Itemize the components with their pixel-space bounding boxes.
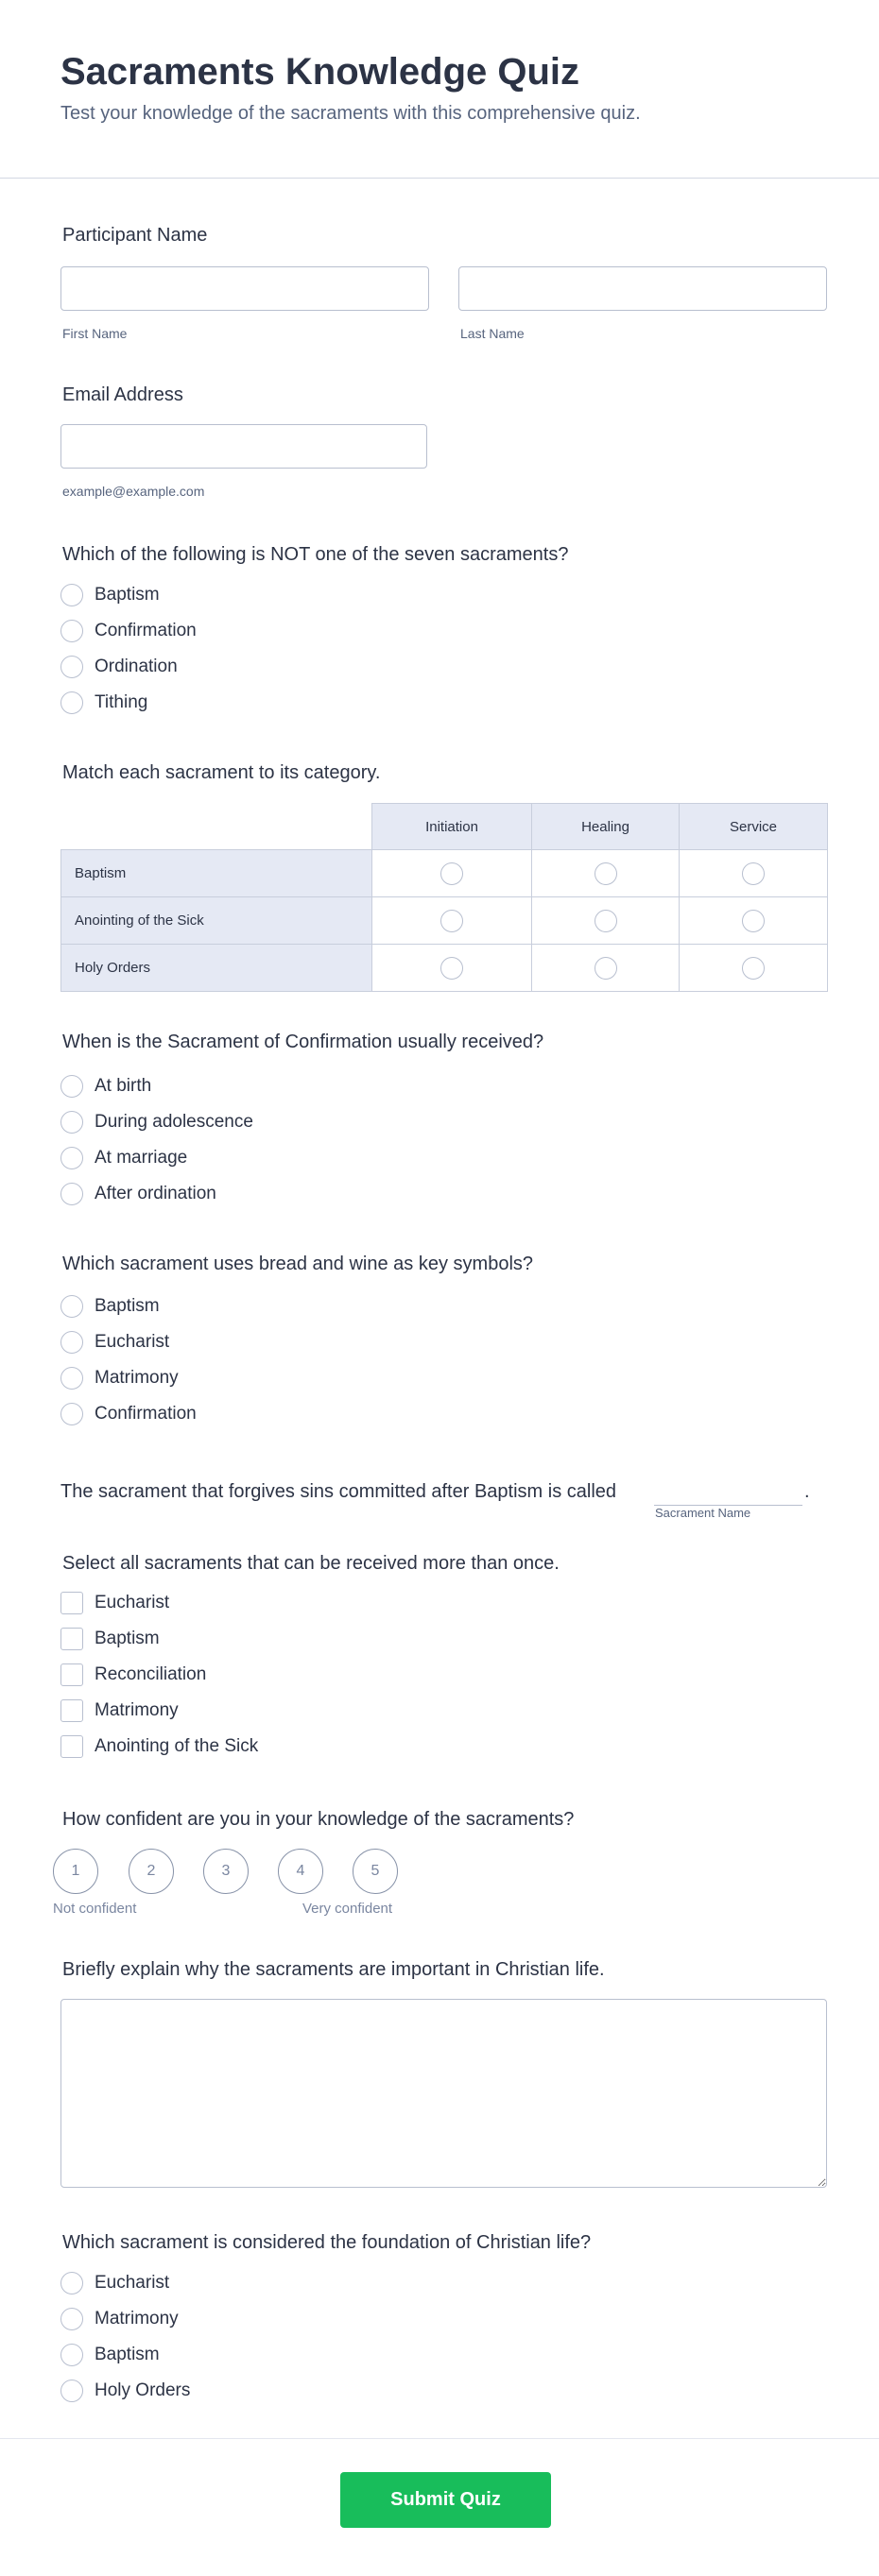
matrix-radio[interactable]: [440, 862, 463, 885]
option-label: Anointing of the Sick: [95, 1736, 259, 1756]
page-title: Sacraments Knowledge Quiz: [60, 51, 580, 93]
q6-option[interactable]: [60, 1729, 258, 1765]
submit-quiz-button[interactable]: Submit Quiz: [340, 2472, 551, 2528]
q3-option[interactable]: [60, 1140, 253, 1176]
matrix-row-label: Baptism: [61, 850, 372, 897]
option-label: Confirmation: [95, 1404, 197, 1424]
option-label: Baptism: [95, 585, 160, 605]
q1-option[interactable]: [60, 685, 197, 721]
option-label: Baptism: [95, 2345, 160, 2364]
matrix-row-label: Holy Orders: [61, 945, 372, 992]
matrix-row: [61, 897, 828, 945]
essay-textarea[interactable]: [60, 1999, 827, 2188]
option-label: Eucharist: [95, 1593, 170, 1612]
rating-option[interactable]: 1: [53, 1849, 98, 1894]
email-label: Email Address: [62, 384, 183, 405]
rating-option[interactable]: 2: [129, 1849, 174, 1894]
radio-icon[interactable]: [60, 1147, 83, 1169]
q9-option[interactable]: [60, 2337, 190, 2373]
option-label: Matrimony: [95, 2309, 179, 2329]
option-label: Confirmation: [95, 621, 197, 640]
q4-question: Which sacrament uses bread and wine as key symbols?: [62, 1254, 534, 1274]
matrix-table: [60, 803, 828, 992]
q4-option[interactable]: [60, 1324, 197, 1360]
matrix-radio[interactable]: [742, 910, 765, 932]
radio-icon[interactable]: [60, 1403, 83, 1425]
footer-divider: [0, 2438, 879, 2439]
last-name-input[interactable]: [458, 266, 827, 311]
last-name-sublabel: Last Name: [460, 326, 525, 341]
q1-options: [60, 577, 197, 721]
participant-name-label: Participant Name: [62, 225, 208, 246]
sacrament-name-sublabel: Sacrament Name: [655, 1506, 751, 1520]
matrix-row: [61, 945, 828, 992]
q4-options: [60, 1288, 197, 1432]
option-label: After ordination: [95, 1184, 216, 1203]
rating-option[interactable]: 5: [353, 1849, 398, 1894]
radio-icon[interactable]: [60, 1111, 83, 1134]
matrix-radio[interactable]: [595, 910, 617, 932]
checkbox-icon[interactable]: [60, 1592, 83, 1614]
q6-option[interactable]: [60, 1585, 258, 1621]
option-label: At birth: [95, 1076, 152, 1096]
radio-icon[interactable]: [60, 1367, 83, 1390]
rating-option[interactable]: 4: [278, 1849, 323, 1894]
option-label: Matrimony: [95, 1700, 179, 1720]
option-label: During adolescence: [95, 1112, 253, 1132]
checkbox-icon[interactable]: [60, 1663, 83, 1686]
matrix-corner: [61, 804, 372, 850]
option-label: Matrimony: [95, 1368, 179, 1388]
q9-question: Which sacrament is considered the foundation of Christian life?: [62, 2232, 592, 2253]
radio-icon[interactable]: [60, 1075, 83, 1098]
email-input[interactable]: [60, 424, 427, 469]
q9-options: [60, 2265, 190, 2409]
option-label: Baptism: [95, 1296, 160, 1316]
q3-option[interactable]: [60, 1068, 253, 1104]
q9-option[interactable]: [60, 2373, 190, 2409]
email-sublabel: example@example.com: [62, 484, 205, 499]
q4-option[interactable]: [60, 1360, 197, 1396]
matrix-column-header: Service: [680, 804, 828, 850]
q3-option[interactable]: [60, 1104, 253, 1140]
q3-option[interactable]: [60, 1176, 253, 1212]
matrix-question: Match each sacrament to its category.: [62, 762, 381, 783]
checkbox-icon[interactable]: [60, 1699, 83, 1722]
q6-option[interactable]: [60, 1657, 258, 1693]
rating-question: How confident are you in your knowledge of the sacraments?: [62, 1809, 575, 1830]
rating-low-label: Not confident: [53, 1901, 137, 1917]
first-name-sublabel: First Name: [62, 326, 128, 341]
checkbox-icon[interactable]: [60, 1735, 83, 1758]
q9-option[interactable]: [60, 2265, 190, 2301]
q6-option[interactable]: [60, 1693, 258, 1729]
fill-in-sentence: [60, 1481, 616, 1503]
radio-icon[interactable]: [60, 620, 83, 642]
q6-question: Select all sacraments that can be received more than once.: [62, 1553, 560, 1574]
q4-option[interactable]: [60, 1396, 197, 1432]
option-label: Tithing: [95, 692, 148, 712]
matrix-row-label: Anointing of the Sick: [61, 897, 372, 945]
radio-icon[interactable]: [60, 656, 83, 678]
first-name-input[interactable]: [60, 266, 429, 311]
radio-icon[interactable]: [60, 2308, 83, 2330]
radio-icon[interactable]: [60, 1331, 83, 1354]
essay-question: Briefly explain why the sacraments are important in Christian life.: [62, 1959, 605, 1980]
radio-icon[interactable]: [60, 2380, 83, 2402]
header-divider: [0, 178, 879, 179]
matrix-column-header: Initiation: [372, 804, 532, 850]
page-subtitle: Test your knowledge of the sacraments with this comprehensive quiz.: [60, 103, 641, 124]
q1-option[interactable]: [60, 577, 197, 613]
matrix-radio[interactable]: [742, 862, 765, 885]
matrix-radio[interactable]: [440, 957, 463, 980]
matrix-radio[interactable]: [595, 957, 617, 980]
fill-in-period: .: [804, 1481, 810, 1502]
q4-option[interactable]: [60, 1288, 197, 1324]
matrix-column-header: Healing: [532, 804, 680, 850]
radio-icon[interactable]: [60, 1183, 83, 1205]
q3-options: [60, 1068, 253, 1212]
option-label: Reconciliation: [95, 1664, 207, 1684]
radio-icon[interactable]: [60, 691, 83, 714]
matrix-radio[interactable]: [595, 862, 617, 885]
q3-question: When is the Sacrament of Confirmation usually received?: [62, 1032, 544, 1052]
option-label: Eucharist: [95, 2273, 170, 2293]
option-label: Eucharist: [95, 1332, 170, 1352]
option-label: Holy Orders: [95, 2380, 191, 2400]
option-label: Ordination: [95, 657, 178, 676]
checkbox-icon[interactable]: [60, 1628, 83, 1650]
radio-icon[interactable]: [60, 1295, 83, 1318]
q1-option[interactable]: [60, 649, 197, 685]
sacrament-name-input[interactable]: [654, 1479, 802, 1506]
matrix-radio[interactable]: [742, 957, 765, 980]
option-label: At marriage: [95, 1148, 188, 1168]
radio-icon[interactable]: [60, 584, 83, 606]
q1-question: Which of the following is NOT one of the seven sacraments?: [62, 544, 569, 565]
matrix-radio[interactable]: [440, 910, 463, 932]
radio-icon[interactable]: [60, 2272, 83, 2295]
matrix-row: [61, 850, 828, 897]
q6-options: [60, 1585, 258, 1765]
radio-icon[interactable]: [60, 2344, 83, 2366]
q1-option[interactable]: [60, 613, 197, 649]
rating-option[interactable]: 3: [203, 1849, 249, 1894]
fill-in-text: The sacrament that forgives sins committed after Baptism is called: [60, 1481, 617, 1502]
option-label: Baptism: [95, 1629, 160, 1648]
q9-option[interactable]: [60, 2301, 190, 2337]
rating-high-label: Very confident: [302, 1901, 393, 1917]
q6-option[interactable]: [60, 1621, 258, 1657]
